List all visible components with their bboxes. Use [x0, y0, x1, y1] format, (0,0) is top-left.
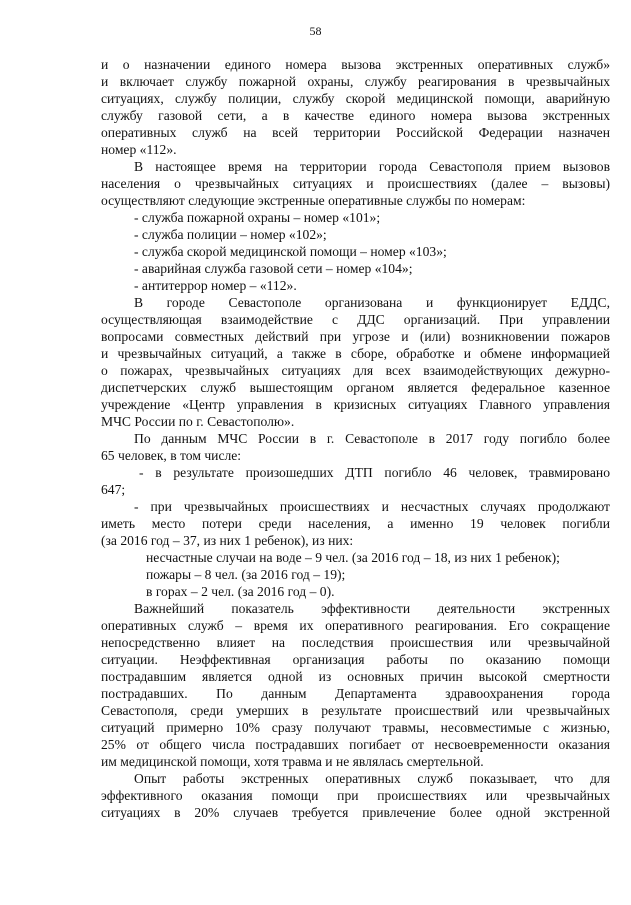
text-line: службу газовой сети, а в качестве единого номера вызова экстренных	[101, 108, 610, 123]
text-line: ситуациях, службу полиции, службу скорой медицинской помощи, аварийную	[101, 91, 610, 106]
text-line: Важнейший показатель эффективности деятельности экстренных	[134, 601, 610, 616]
text-line: ситуациях в 20% случаев требуется привлечение более одной экстренной	[101, 805, 610, 820]
text-line: МЧС России по г. Севастополю».	[101, 414, 295, 429]
text-line: ситуации. Неэффективная организация работы по оказанию помощи	[101, 652, 610, 667]
text-line: В городе Севастополе организована и функционирует ЕДДС,	[134, 295, 610, 310]
text-line: иметь место потери среди населения, а именно 19 человек погибли	[101, 516, 610, 531]
text-line: пострадавших. По данным Департамента здравоохранения города	[101, 686, 610, 701]
text-line: вопросами совместных действий при угрозе и (или) возникновении пожаров	[101, 329, 610, 344]
text-line: (за 2016 год – 37, из них 1 ребенок), из них:	[101, 533, 354, 548]
text-line: и чрезвычайных ситуаций, а также в сборе, обработке и обмене информацией	[101, 346, 610, 361]
text-line: непосредственно влияет на последствия происшествия или чрезвычайной	[101, 635, 610, 650]
text-line: диспетчерских служб вышестоящим органом является федеральное казенное	[101, 380, 610, 395]
text-line: оперативных служб – время их оперативного реагирования. Его сокращение	[101, 618, 610, 633]
text-line: Опыт работы экстренных оперативных служб показывает, что для	[134, 771, 610, 786]
text-line: В настоящее время на территории города Севастополя прием вызовов	[134, 159, 610, 174]
text-line: и включает службу пожарной охраны, службу реагирования в чрезвычайных	[101, 74, 610, 89]
list-item: - при чрезвычайных происшествиях и несчастных случаях продолжают	[134, 499, 610, 514]
list-item: в горах – 2 чел. (за 2016 год – 0).	[146, 584, 335, 599]
text-line: номер «112».	[101, 142, 177, 157]
list-item: - антитеррор номер – «112».	[134, 278, 297, 293]
text-line: осуществляющая взаимодействие с ДДС организаций. При управлении	[101, 312, 610, 327]
body-text	[101, 56, 610, 821]
text-line: 647;	[101, 482, 126, 497]
list-item: - служба пожарной охраны – номер «101»;	[134, 210, 381, 225]
list-item: пожары – 8 чел. (за 2016 год – 19);	[146, 567, 346, 582]
list-item: несчастные случаи на воде – 9 чел. (за 2016 год – 18, из них 1 ребенок);	[146, 550, 560, 565]
text-line: им медицинской помощи, хотя травма и не являлась смертельной.	[101, 754, 484, 769]
text-line: Севастополя, среди умерших в результате происшествий или чрезвычайных	[101, 703, 610, 718]
page-number: 58	[309, 24, 322, 38]
text-line: 25% от общего числа пострадавших погибает от несвоевременности оказания	[101, 737, 610, 752]
text-line: эффективного оказания помощи при происшествиях или чрезвычайных	[101, 788, 610, 803]
text-line: 65 человек, в том числе:	[101, 448, 242, 463]
list-item: - аварийная служба газовой сети – номер «104»;	[134, 261, 413, 276]
text-line: оперативных служб на всей территории Российской Федерации назначен	[101, 125, 610, 140]
list-item: - в результате произошедших ДТП погибло 46 человек, травмировано	[139, 465, 610, 480]
text-line: пострадавшим является одной из основных причин высокой смертности	[101, 669, 610, 684]
text-line: учреждение «Центр управления в кризисных ситуациях Главного управления	[101, 397, 610, 412]
text-line: и о назначении единого номера вызова экстренных оперативных служб»	[101, 57, 610, 72]
text-line: По данным МЧС России в г. Севастополе в 2017 году погибло более	[134, 431, 610, 446]
text-line: осуществляют следующие экстренные оперативные службы по номерам:	[101, 193, 526, 208]
text-line: о пожарах, чрезвычайных ситуациях для всех взаимодействующих дежурно-	[101, 363, 610, 378]
list-item: - служба скорой медицинской помощи – номер «103»;	[134, 244, 447, 259]
list-item: - служба полиции – номер «102»;	[134, 227, 327, 242]
text-line: населения о чрезвычайных ситуациях и происшествиях (далее – вызовы)	[101, 176, 610, 191]
text-line: ситуаций примерно 10% сразу получают травмы, несовместимые с жизнью,	[101, 720, 610, 735]
